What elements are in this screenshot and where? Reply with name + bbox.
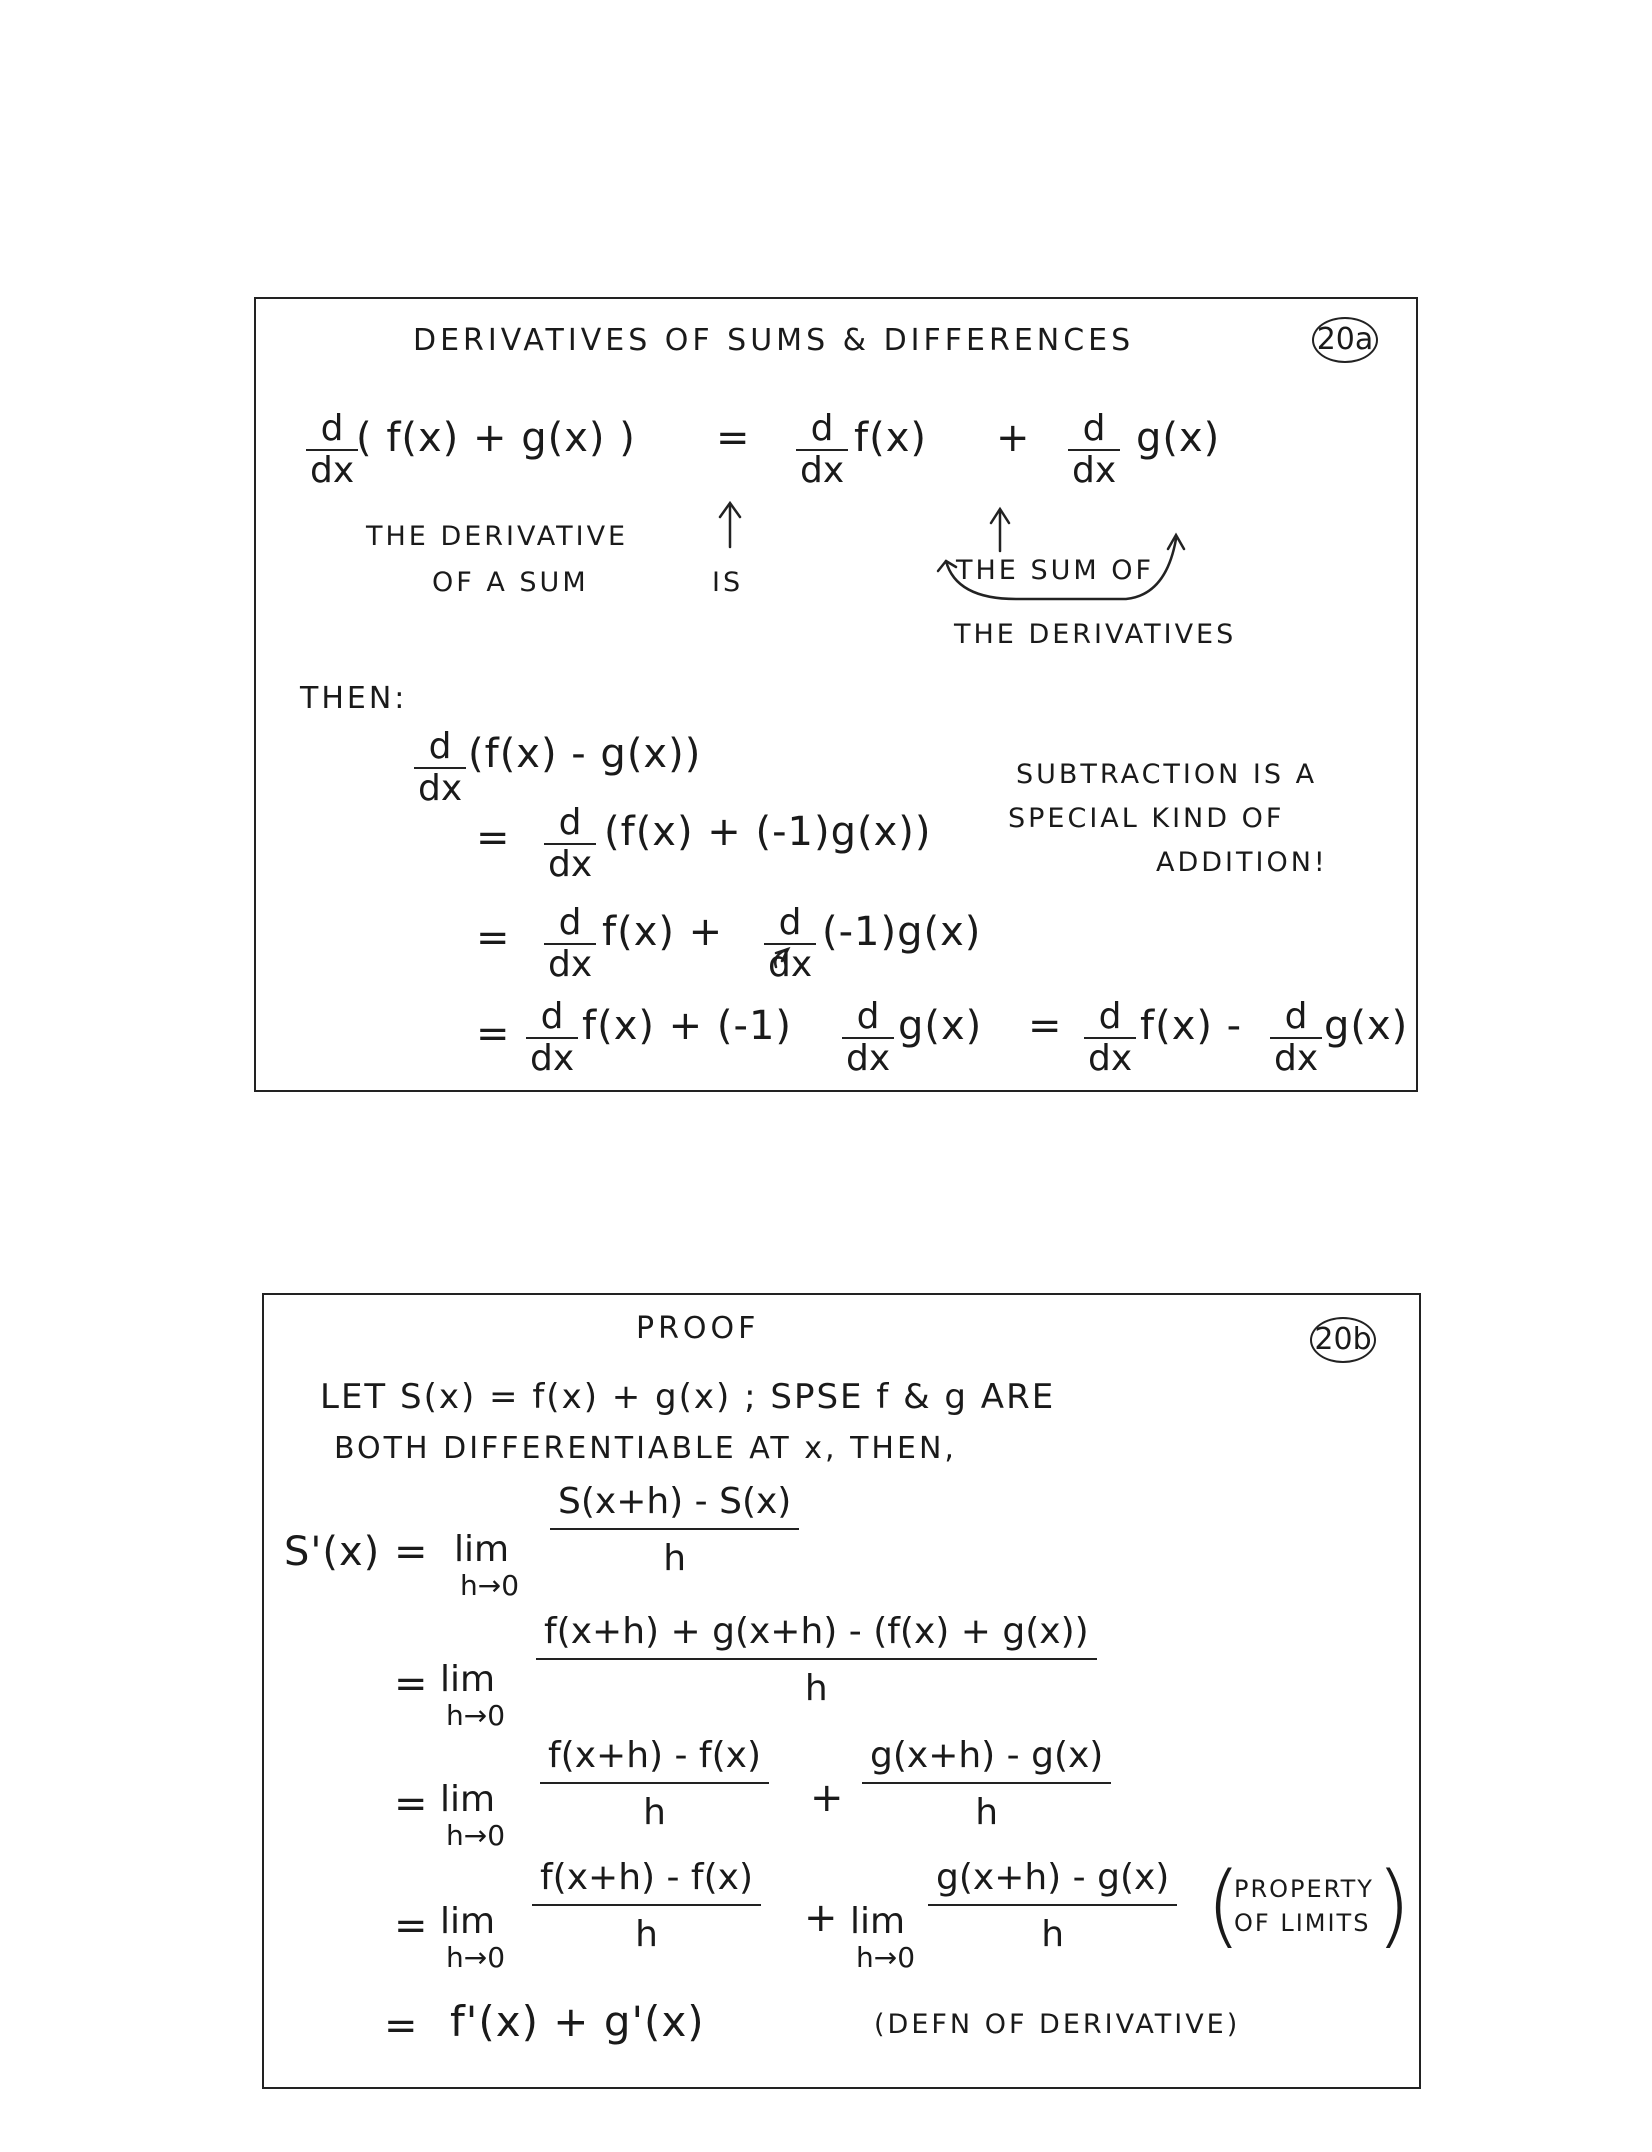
ddx-denominator: dx [796, 449, 848, 489]
ddx-numerator: d [1082, 408, 1106, 449]
ddx-numerator: d [1284, 996, 1308, 1037]
step3-g-of-x: g(x) [898, 1003, 983, 1049]
slide-title: PROOF [636, 1311, 760, 1346]
ddx-denominator: dx [1068, 449, 1120, 489]
slide-title: DERIVATIVES OF SUMS & DIFFERENCES [413, 323, 1135, 358]
equals-sign: = [476, 915, 511, 961]
equals-sign: = [394, 1661, 429, 1707]
ddx-numerator: d [778, 902, 802, 943]
annotation-arrows [256, 299, 1416, 1089]
quotient-numerator: g(x+h) - g(x) [928, 1857, 1177, 1906]
ddx-denominator: dx [764, 943, 816, 983]
ddx-numerator: d [540, 996, 564, 1037]
note-sum-of: THE SUM OF [956, 555, 1154, 586]
g-quotient [862, 1735, 1111, 1833]
lim-label: lim [440, 1779, 496, 1820]
ddx-numerator: d [856, 996, 880, 1037]
limit-operator [850, 1901, 915, 1975]
ddx-operator [1084, 996, 1136, 1079]
s-prime: S'(x) = [284, 1529, 429, 1575]
lim-subscript: h→0 [446, 1819, 506, 1853]
limit-operator [440, 1659, 505, 1733]
slide-20a [254, 297, 1418, 1092]
lim-subscript: h→0 [460, 1569, 520, 1603]
equals-sign: = [476, 815, 511, 861]
plus-sign: + [996, 415, 1031, 461]
step3-final-g: g(x) [1324, 1003, 1409, 1049]
f-of-x: f(x) [854, 415, 927, 461]
rewritten-difference: (f(x) + (-1)g(x)) [604, 809, 932, 855]
note-subtraction-2: SPECIAL KIND OF [1008, 803, 1285, 834]
lim-subscript: h→0 [446, 1699, 506, 1733]
limit-operator [440, 1779, 505, 1853]
ddx-operator [764, 902, 816, 985]
equals-sign: = [394, 1903, 429, 1949]
ddx-denominator: dx [414, 767, 466, 807]
lim-label: lim [454, 1529, 510, 1570]
defn-of-derivative: (DEFN OF DERIVATIVE) [874, 2009, 1241, 2040]
ddx-denominator: dx [1270, 1037, 1322, 1077]
limit-operator [440, 1901, 505, 1975]
property-of-limits-1: PROPERTY [1234, 1875, 1374, 1903]
quotient-denominator: h [643, 1792, 666, 1833]
quotient-numerator: g(x+h) - g(x) [862, 1735, 1111, 1784]
plus-sign: + [810, 1775, 845, 1821]
f-quotient [532, 1857, 761, 1955]
equals-sign: = [384, 2003, 419, 2049]
lim-label: lim [440, 1901, 496, 1942]
plus-sign: + [804, 1895, 839, 1941]
lim-label: lim [440, 1659, 496, 1700]
slide-number-badge: 20a [1312, 317, 1378, 363]
ddx-denominator: dx [306, 449, 358, 489]
quotient-numerator: S(x+h) - S(x) [550, 1481, 799, 1530]
g-quotient [928, 1857, 1177, 1955]
ddx-operator [544, 902, 596, 985]
ddx-numerator: d [428, 726, 452, 767]
ddx-numerator: d [558, 902, 582, 943]
difference-expression: (f(x) - g(x)) [468, 731, 702, 777]
ddx-operator [842, 996, 894, 1079]
sum-expression: ( f(x) + g(x) ) [356, 415, 636, 461]
equals-sign: = [394, 1781, 429, 1827]
equals-sign: = [716, 415, 751, 461]
slide-number-badge: 20b [1310, 1317, 1376, 1363]
ddx-operator [1270, 996, 1322, 1079]
ddx-denominator: dx [526, 1037, 578, 1077]
left-paren: ( [1206, 1853, 1242, 1958]
lim-subscript: h→0 [856, 1941, 916, 1975]
ddx-operator [544, 802, 596, 885]
final-result: f'(x) + g'(x) [450, 1997, 705, 2046]
f-quotient [540, 1735, 769, 1833]
ddx-operator [414, 726, 466, 809]
step2-second-term: (-1)g(x) [822, 909, 982, 955]
slide-20b [262, 1293, 1421, 2089]
ddx-numerator: d [320, 408, 344, 449]
expanded-quotient [536, 1611, 1097, 1709]
ddx-denominator: dx [544, 943, 596, 983]
property-of-limits-2: OF LIMITS [1234, 1909, 1371, 1937]
lim-label: lim [850, 1901, 906, 1942]
ddx-numerator: d [1098, 996, 1122, 1037]
note-derivative-of-sum-2: OF A SUM [432, 567, 589, 598]
equals-sign: = [1028, 1003, 1063, 1049]
quotient-denominator: h [804, 1668, 828, 1709]
note-subtraction-1: SUBTRACTION IS A [1016, 759, 1318, 790]
equals-sign: = [476, 1011, 511, 1057]
quotient-denominator: h [975, 1792, 999, 1833]
curved-arrow [946, 539, 1176, 599]
note-the-derivatives: THE DERIVATIVES [954, 619, 1237, 650]
ddx-operator [526, 996, 578, 1079]
quotient-numerator: f(x+h) - f(x) [532, 1857, 761, 1906]
g-of-x: g(x) [1136, 415, 1221, 461]
differentiable-statement: BOTH DIFFERENTIABLE AT x, THEN, [334, 1431, 957, 1466]
quotient-denominator: h [663, 1538, 687, 1579]
ddx-denominator: dx [544, 843, 596, 883]
note-subtraction-3: ADDITION! [1156, 847, 1328, 878]
quotient-numerator: f(x+h) - f(x) [540, 1735, 769, 1784]
ddx-numerator: d [810, 408, 834, 449]
quotient-denominator: h [635, 1914, 658, 1955]
let-statement: LET S(x) = f(x) + g(x) ; SPSE f & g ARE [320, 1377, 1056, 1417]
step3-f-minus: f(x) - [1140, 1003, 1243, 1049]
note-derivative-of-sum-1: THE DERIVATIVE [366, 521, 629, 552]
then-label: THEN: [300, 681, 408, 716]
ddx-denominator: dx [1084, 1037, 1136, 1077]
quotient-denominator: h [1041, 1914, 1065, 1955]
difference-quotient [550, 1481, 799, 1579]
ddx-denominator: dx [842, 1037, 894, 1077]
right-paren: ) [1376, 1853, 1412, 1958]
note-is: IS [712, 567, 744, 598]
quotient-numerator: f(x+h) + g(x+h) - (f(x) + g(x)) [536, 1611, 1097, 1660]
ddx-numerator: d [558, 802, 582, 843]
step3-first-terms: f(x) + (-1) [582, 1003, 793, 1049]
limit-operator [454, 1529, 519, 1603]
lim-subscript: h→0 [446, 1941, 506, 1975]
step2-first-term: f(x) + [602, 909, 724, 955]
